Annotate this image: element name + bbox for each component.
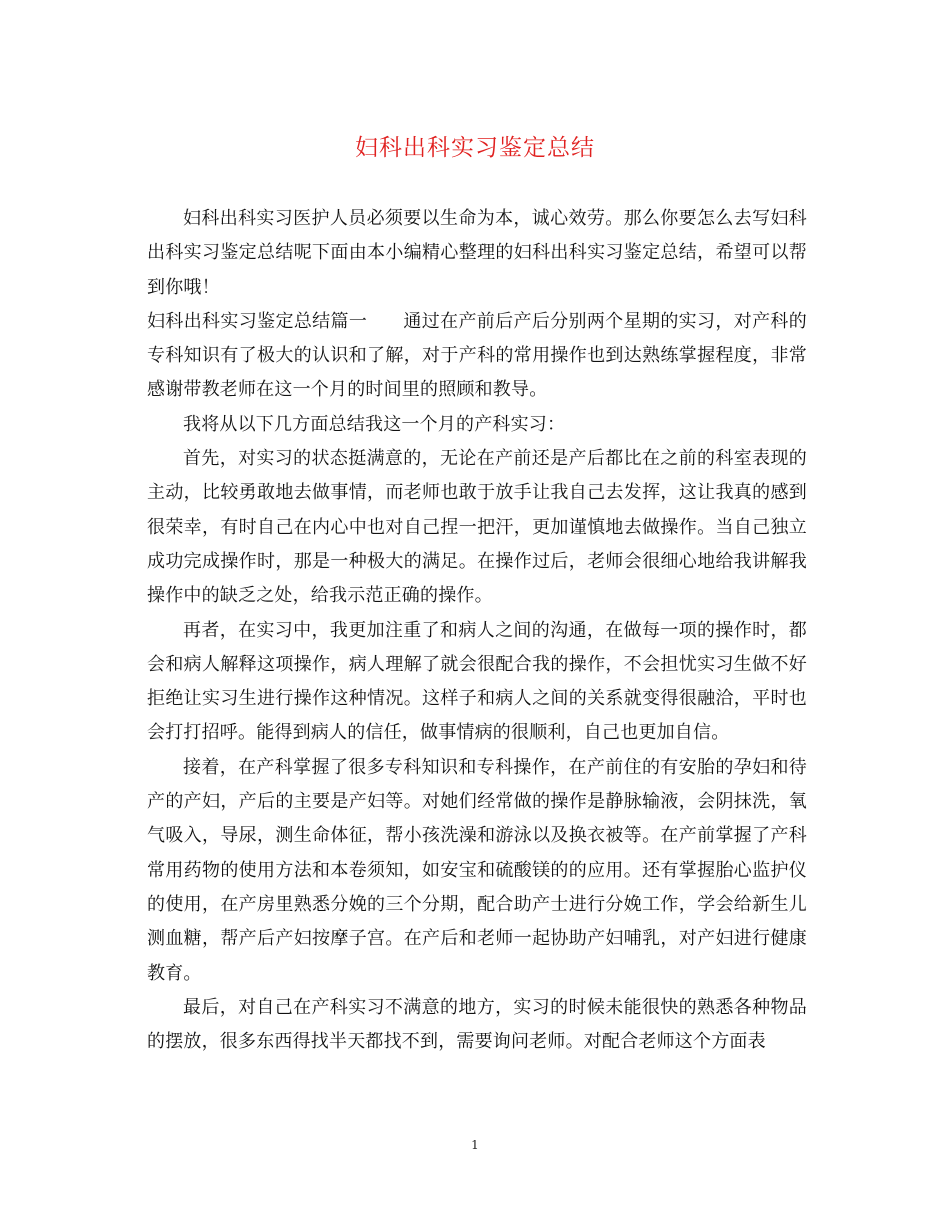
first-point-paragraph: 首先，对实习的状态挺满意的，无论在产前还是产后都比在之前的科室表现的主动，比较勇敢地去做事情，而老师也敢于放手让我自己去发挥，这让我真的感到很荣幸，有时自己在内心中也对自己捏一把汗，更加谨慎地去做操作。当自己独立成功完成操作时，那是一种极大的满足。在操作过后，老师会很细心地给我讲解我操作中的缺乏之处，给我示范正确的操作。 [147,448,807,607]
second-point-paragraph: 再者，在实习中，我更加注重了和病人之间的沟通，在做每一项的操作时，都会和病人解释这项操作，病人理解了就会很配合我的操作，不会担忧实习生做不好拒绝让实习生进行操作这种情况。这样子和病人之间的关系就变得很融洽，平时也会打打招呼。能得到病人的信任，做事情病的很顺利，自己也更加自信。 [147,619,807,744]
fourth-point-paragraph: 最后，对自己在产科实习不满意的地方，实习的时候未能很快的熟悉各种物品的摆放，很多东西得找半天都找不到，需要询问老师。对配合老师这个方面表 [147,996,807,1053]
section-one-paragraph [147,305,807,408]
document-title: 妇科出科实习鉴定总结 [355,135,595,161]
section-heading: 妇科出科实习鉴定总结篇一 [147,310,368,332]
page-number: 1 [471,1138,479,1152]
document-body [147,202,807,1059]
summary-intro-paragraph: 我将从以下几方面总结我这一个月的产科实习： [183,413,566,435]
third-point-paragraph: 接着，在产科掌握了很多专科知识和专科操作，在产前住的有安胎的孕妇和待产的产妇，产后的主要是产妇等。对她们经常做的操作是静脉输液，会阴抹洗，氧气吸入，导尿，测生命体征，帮小孩洗澡和游泳以及换衣被等。在产前掌握了产科常用药物的使用方法和本卷须知，如安宝和硫酸镁的的应用。还有掌握胎心监护仪的使用，在产房里熟悉分娩的三个分期，配合助产士进行分娩工作，学会给新生儿测血糖，帮产后产妇按摩子宫。在产后和老师一起协助产妇哺乳，对产妇进行健康教育。 [147,756,807,984]
intro-paragraph: 妇科出科实习医护人员必须要以生命为本，诚心效劳。那么你要怎么去写妇科出科实习鉴定总结呢下面由本小编精心整理的妇科出科实习鉴定总结，希望可以帮到你哦！ [147,208,807,298]
section-one-text: 通过在产前后产后分别两个星期的实习，对产科的专科知识有了极大的认识和了解，对于产科的常用操作也到达熟练掌握程度，非常感谢带教老师在这一个月的时间里的照顾和教导。 [147,310,807,401]
